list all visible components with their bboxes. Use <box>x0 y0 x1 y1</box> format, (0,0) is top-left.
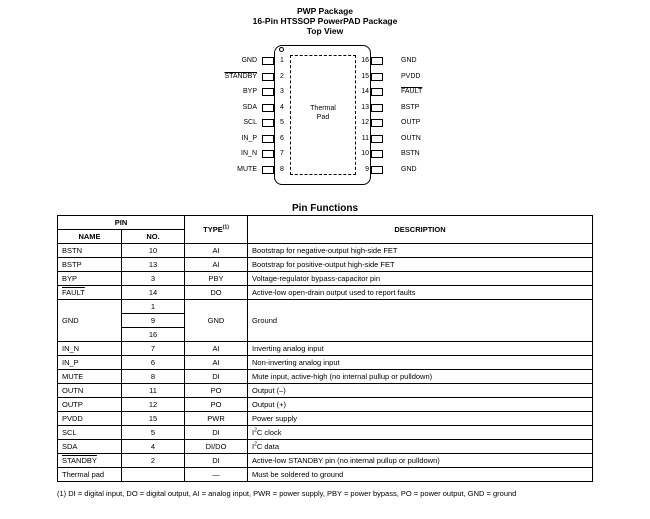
pin-lead <box>371 73 383 81</box>
pin-name-cell: BSTN <box>58 244 122 258</box>
pin-9 <box>365 165 445 175</box>
table-row <box>58 384 593 398</box>
table-row <box>58 258 593 272</box>
table-row <box>58 370 593 384</box>
pin-type-cell: AI <box>185 356 248 370</box>
pin-lead <box>262 166 274 174</box>
thermal-pad-label <box>290 104 356 122</box>
table-title: Pin Functions <box>291 203 359 214</box>
pin-number-cell: 2 <box>122 454 185 468</box>
pin1-marker-icon <box>279 47 284 52</box>
pin-lead <box>262 88 274 96</box>
table-row <box>58 272 593 286</box>
pin-8 <box>200 165 284 175</box>
table-row <box>58 286 593 300</box>
pin-lead <box>371 166 383 174</box>
pin-type-cell: DI <box>185 454 248 468</box>
pin-number-cell: 7 <box>122 342 185 356</box>
table-row <box>58 244 593 258</box>
table-row <box>58 454 593 468</box>
pin-type-cell: DI <box>185 426 248 440</box>
pin-lead <box>262 119 274 127</box>
pin-name-cell: OUTP <box>58 398 122 412</box>
pin-number-cell: 15 <box>122 412 185 426</box>
pin-number: 11 <box>361 134 369 142</box>
pin-description-cell: Voltage-regulator bypass-capacitor pin <box>248 272 593 286</box>
pin-2 <box>200 72 284 82</box>
pin-description-cell: Bootstrap for positive-output high-side FET <box>248 258 593 272</box>
pin-lead <box>262 104 274 112</box>
header-description: DESCRIPTION <box>248 216 593 244</box>
pin-type-cell: DI/DO <box>185 440 248 454</box>
table-row <box>58 342 593 356</box>
pin-lead <box>371 150 383 158</box>
pin-number-cell: 4 <box>122 440 185 454</box>
pin-3 <box>200 87 284 97</box>
pin-number-cell: 9 <box>122 314 185 328</box>
pin-description-cell: Active-low STANDBY pin (no internal pullup or pulldown) <box>248 454 593 468</box>
pin-description-cell: Inverting analog input <box>248 342 593 356</box>
pin-number: 2 <box>280 72 284 80</box>
pin-description-cell: Output (+) <box>248 398 593 412</box>
pin-name: BSTN <box>401 150 420 157</box>
pin-name-cell: MUTE <box>58 370 122 384</box>
header-name: NAME <box>58 230 122 244</box>
pin-name: GND <box>401 57 417 64</box>
pin-name-cell: PVDD <box>58 412 122 426</box>
pin-name-cell: FAULT <box>58 286 122 300</box>
pin-description-cell: Ground <box>248 300 593 342</box>
pin-number: 15 <box>361 72 369 80</box>
pin-number-cell <box>122 468 185 482</box>
pin-description-cell: Power supply <box>248 412 593 426</box>
pin-name: PVDD <box>401 72 421 80</box>
pin-type-cell: AI <box>185 244 248 258</box>
pin-number: 13 <box>361 103 369 111</box>
pin-number-cell: 5 <box>122 426 185 440</box>
pin-type-cell: PBY <box>185 272 248 286</box>
package-subtitle: 16-Pin HTSSOP PowerPAD Package <box>252 16 398 26</box>
pin-number: 8 <box>280 165 284 173</box>
pin-lead <box>262 73 274 81</box>
pin-functions-table <box>57 215 593 482</box>
pin-name-cell: Thermal pad <box>58 468 122 482</box>
pin-name-cell: STANDBY <box>58 454 122 468</box>
pin-6 <box>200 134 284 144</box>
pin-name-cell: IN_N <box>58 342 122 356</box>
pin-number: 10 <box>361 150 369 157</box>
pin-lead <box>371 135 383 143</box>
pin-name: IN_N <box>241 150 257 157</box>
pin-14 <box>361 87 445 97</box>
pin-number-cell: 12 <box>122 398 185 412</box>
pin-number: 9 <box>365 165 369 173</box>
pin-11 <box>361 134 445 144</box>
pin-1 <box>200 56 284 66</box>
pin-description-cell: Non-inverting analog input <box>248 356 593 370</box>
pin-name: STANDBY <box>224 72 257 80</box>
pin-type-cell: GND <box>185 300 248 342</box>
pin-number: 3 <box>280 88 284 95</box>
pin-name-cell: GND <box>58 300 122 342</box>
pin-name: SDA <box>242 103 257 111</box>
pin-name-cell: BSTP <box>58 258 122 272</box>
pin-name-cell: IN_P <box>58 356 122 370</box>
pin-number-cell: 6 <box>122 356 185 370</box>
pin-description-cell: Active-low open-drain output used to report faults <box>248 286 593 300</box>
pin-lead <box>262 57 274 65</box>
pin-type-cell: AI <box>185 342 248 356</box>
thermal-pad-label-line2: Pad <box>316 114 330 121</box>
pin-number-cell: 8 <box>122 370 185 384</box>
table-row <box>58 356 593 370</box>
pin-number: 1 <box>280 57 284 64</box>
pin-type-cell: PWR <box>185 412 248 426</box>
pin-description-cell: $I^2C$ clock <box>248 426 593 440</box>
pin-number-cell: 14 <box>122 286 185 300</box>
pin-12 <box>361 118 445 128</box>
pin-7 <box>200 149 284 159</box>
pin-description-cell: Output (–) <box>248 384 593 398</box>
pin-name: GND <box>241 57 257 64</box>
pin-name-cell: BYP <box>58 272 122 286</box>
table-row <box>58 468 593 482</box>
pin-lead <box>371 104 383 112</box>
pin-10 <box>361 149 445 159</box>
pin-number-cell: 1 <box>122 300 185 314</box>
pin-lead <box>371 88 383 96</box>
pin-number: 16 <box>361 57 369 64</box>
table-row <box>58 412 593 426</box>
pin-15 <box>361 72 445 82</box>
pin-number-cell: 16 <box>122 328 185 342</box>
table-body <box>58 244 593 482</box>
pin-name: IN_P <box>241 134 257 142</box>
pin-lead <box>262 135 274 143</box>
pin-number-cell: 3 <box>122 272 185 286</box>
pin-description-cell: Must be soldered to ground <box>248 468 593 482</box>
pin-number: 6 <box>280 134 284 142</box>
header-type: TYPE$^{(1)}$ <box>185 216 248 244</box>
table-row <box>58 426 593 440</box>
pin-name: BYP <box>242 88 257 95</box>
pin-number: 14 <box>361 88 369 95</box>
pin-lead <box>371 57 383 65</box>
table-row <box>58 300 593 314</box>
pin-number: 5 <box>280 119 284 126</box>
pin-description-cell: Bootstrap for negative-output high-side FET <box>248 244 593 258</box>
pin-type-cell: DI <box>185 370 248 384</box>
pin-name: FAULT <box>401 88 423 95</box>
pin-type-cell: DO <box>185 286 248 300</box>
pin-type-cell: — <box>185 468 248 482</box>
pin-name-cell: SDA <box>58 440 122 454</box>
pin-number: 12 <box>361 119 369 126</box>
pin-name: GND <box>401 165 417 173</box>
header-no: NO. <box>122 230 185 244</box>
pin-description-cell: $I^2C$ data <box>248 440 593 454</box>
header-pin: PIN <box>58 216 185 230</box>
package-title: PWP Package <box>296 6 354 16</box>
pin-name: MUTE <box>237 165 257 173</box>
pin-number-cell: 11 <box>122 384 185 398</box>
pin-lead <box>262 150 274 158</box>
pin-name-cell: OUTN <box>58 384 122 398</box>
table-row <box>58 398 593 412</box>
footnote: (1) DI = digital input, DO = digital output, AI = analog input, PWR = power supply, PBY = power bypass, PO = power output, GND = ground <box>57 489 517 498</box>
pin-lead <box>371 119 383 127</box>
package-view-label: Top View <box>306 26 344 36</box>
pin-13 <box>361 103 445 113</box>
pin-type-cell: PO <box>185 398 248 412</box>
pin-number: 4 <box>280 103 284 111</box>
pin-type-cell: PO <box>185 384 248 398</box>
table-row <box>58 440 593 454</box>
pin-4 <box>200 103 284 113</box>
pin-number-cell: 13 <box>122 258 185 272</box>
pin-5 <box>200 118 284 128</box>
pin-name: BSTP <box>401 103 420 111</box>
pin-16 <box>361 56 445 66</box>
pin-name: OUTP <box>401 119 421 126</box>
pin-name: OUTN <box>401 134 421 142</box>
pin-type-cell: AI <box>185 258 248 272</box>
thermal-pad-label-line1: Thermal <box>310 105 336 112</box>
pin-name: SCL <box>243 119 257 126</box>
package-diagram <box>0 0 650 200</box>
pin-name-cell: SCL <box>58 426 122 440</box>
pin-description-cell: Mute input, active-high (no internal pullup or pulldown) <box>248 370 593 384</box>
pin-number: 7 <box>280 150 284 157</box>
pin-number-cell: 10 <box>122 244 185 258</box>
